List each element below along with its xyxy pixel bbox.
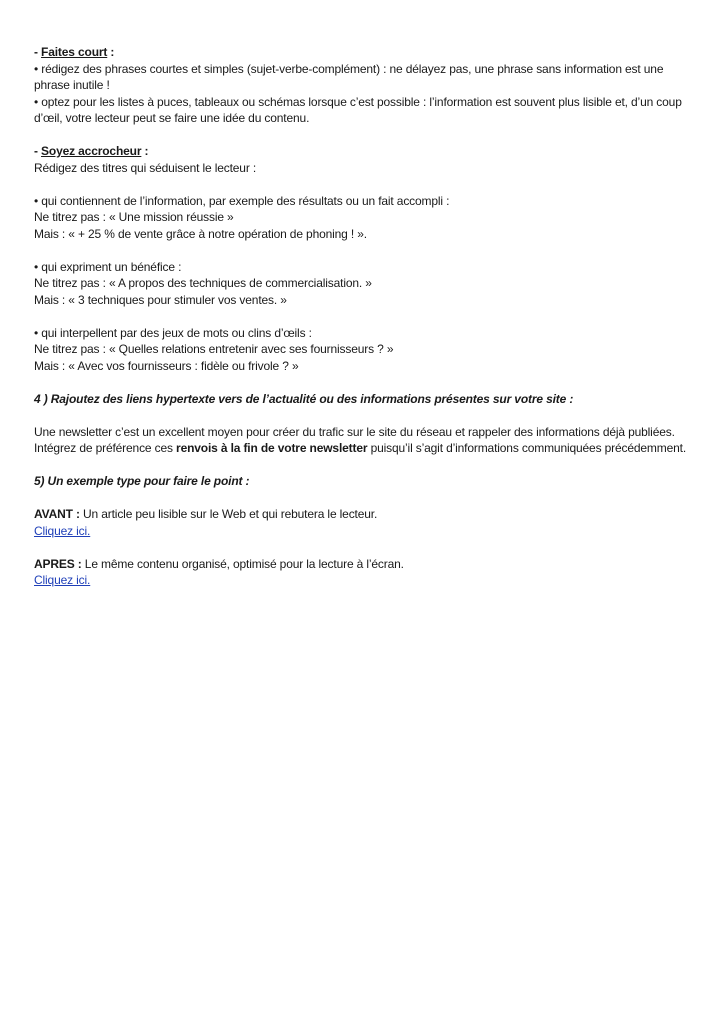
apres-link[interactable]: Cliquez ici.: [34, 573, 91, 587]
group-1-bad-example: Ne titrez pas : « Une mission réussie »: [34, 210, 234, 224]
colon: :: [107, 45, 115, 59]
avant-line: [34, 506, 694, 523]
court-bullet-2: • optez pour les listes à puces, tableaux ou schémas lorsque c’est possible : l’information est souvent plus lisible et, d’un coup d’œil, votre lecteur peut se faire une idée du contenu.: [34, 94, 682, 125]
apres-line: [34, 556, 694, 573]
accrocheur-intro: Rédigez des titres qui séduisent le lecteur :: [34, 160, 257, 175]
apres-label: APRES :: [34, 556, 82, 571]
group-3-good-example: Mais : « Avec vos fournisseurs : fidèle ou frivole ? »: [34, 358, 299, 373]
section-exemple-heading: 5) Un exemple type pour faire le point :: [34, 474, 250, 488]
group-3-bad-example: Ne titrez pas : « Quelles relations entretenir avec ses fournisseurs ? »: [34, 342, 394, 356]
group-2-good-example: Mais : « 3 techniques pour stimuler vos ventes. »: [34, 292, 287, 307]
avant-label: AVANT :: [34, 507, 80, 521]
avant-text: Un article peu lisible sur le Web et qui rebutera le lecteur.: [79, 507, 378, 521]
liens-paragraph-1: Une newsletter c’est un excellent moyen pour créer du trafic sur le site du réseau et rappeler des informations déjà publiées.: [34, 424, 675, 439]
section-accrocheur-title-line: [34, 143, 694, 160]
faites-court-title: Faites court: [41, 45, 108, 59]
para2-after: puisqu’il s’agit d’informations communiquées précédemment.: [367, 441, 687, 455]
group-1-good-example: Mais : « + 25 % de vente grâce à notre opération de phoning ! ».: [34, 226, 367, 241]
colon: :: [141, 144, 149, 158]
avant-link[interactable]: Cliquez ici.: [34, 523, 91, 538]
para2-before: Intégrez de préférence ces: [34, 441, 177, 455]
document-page: [34, 44, 694, 589]
apres-text: Le même contenu organisé, optimisé pour la lecture à l’écran.: [81, 556, 404, 571]
section-liens-heading: 4 ) Rajoutez des liens hypertexte vers de l’actualité ou des informations présentes sur votre site :: [34, 391, 574, 406]
liens-paragraph-2: [34, 440, 694, 457]
group-1-bullet: • qui contiennent de l’information, par exemple des résultats ou un fait accompli :: [34, 193, 450, 208]
group-3-bullet: • qui interpellent par des jeux de mots ou clins d’œils :: [34, 325, 312, 340]
dash: -: [34, 45, 42, 59]
group-2-bad-example: Ne titrez pas : « A propos des techniques de commercialisation. »: [34, 276, 372, 290]
dash: -: [34, 144, 42, 158]
section-court-title-line: [34, 44, 694, 61]
para2-bold: renvois à la fin de votre newsletter: [176, 441, 368, 455]
group-2-bullet: • qui expriment un bénéfice :: [34, 259, 182, 274]
court-bullet-1: • rédigez des phrases courtes et simples (sujet-verbe-complément) : ne délayez pas, une phrase sans information est une phrase inutile !: [34, 61, 664, 92]
soyez-accrocheur-title: Soyez accrocheur: [41, 144, 142, 158]
